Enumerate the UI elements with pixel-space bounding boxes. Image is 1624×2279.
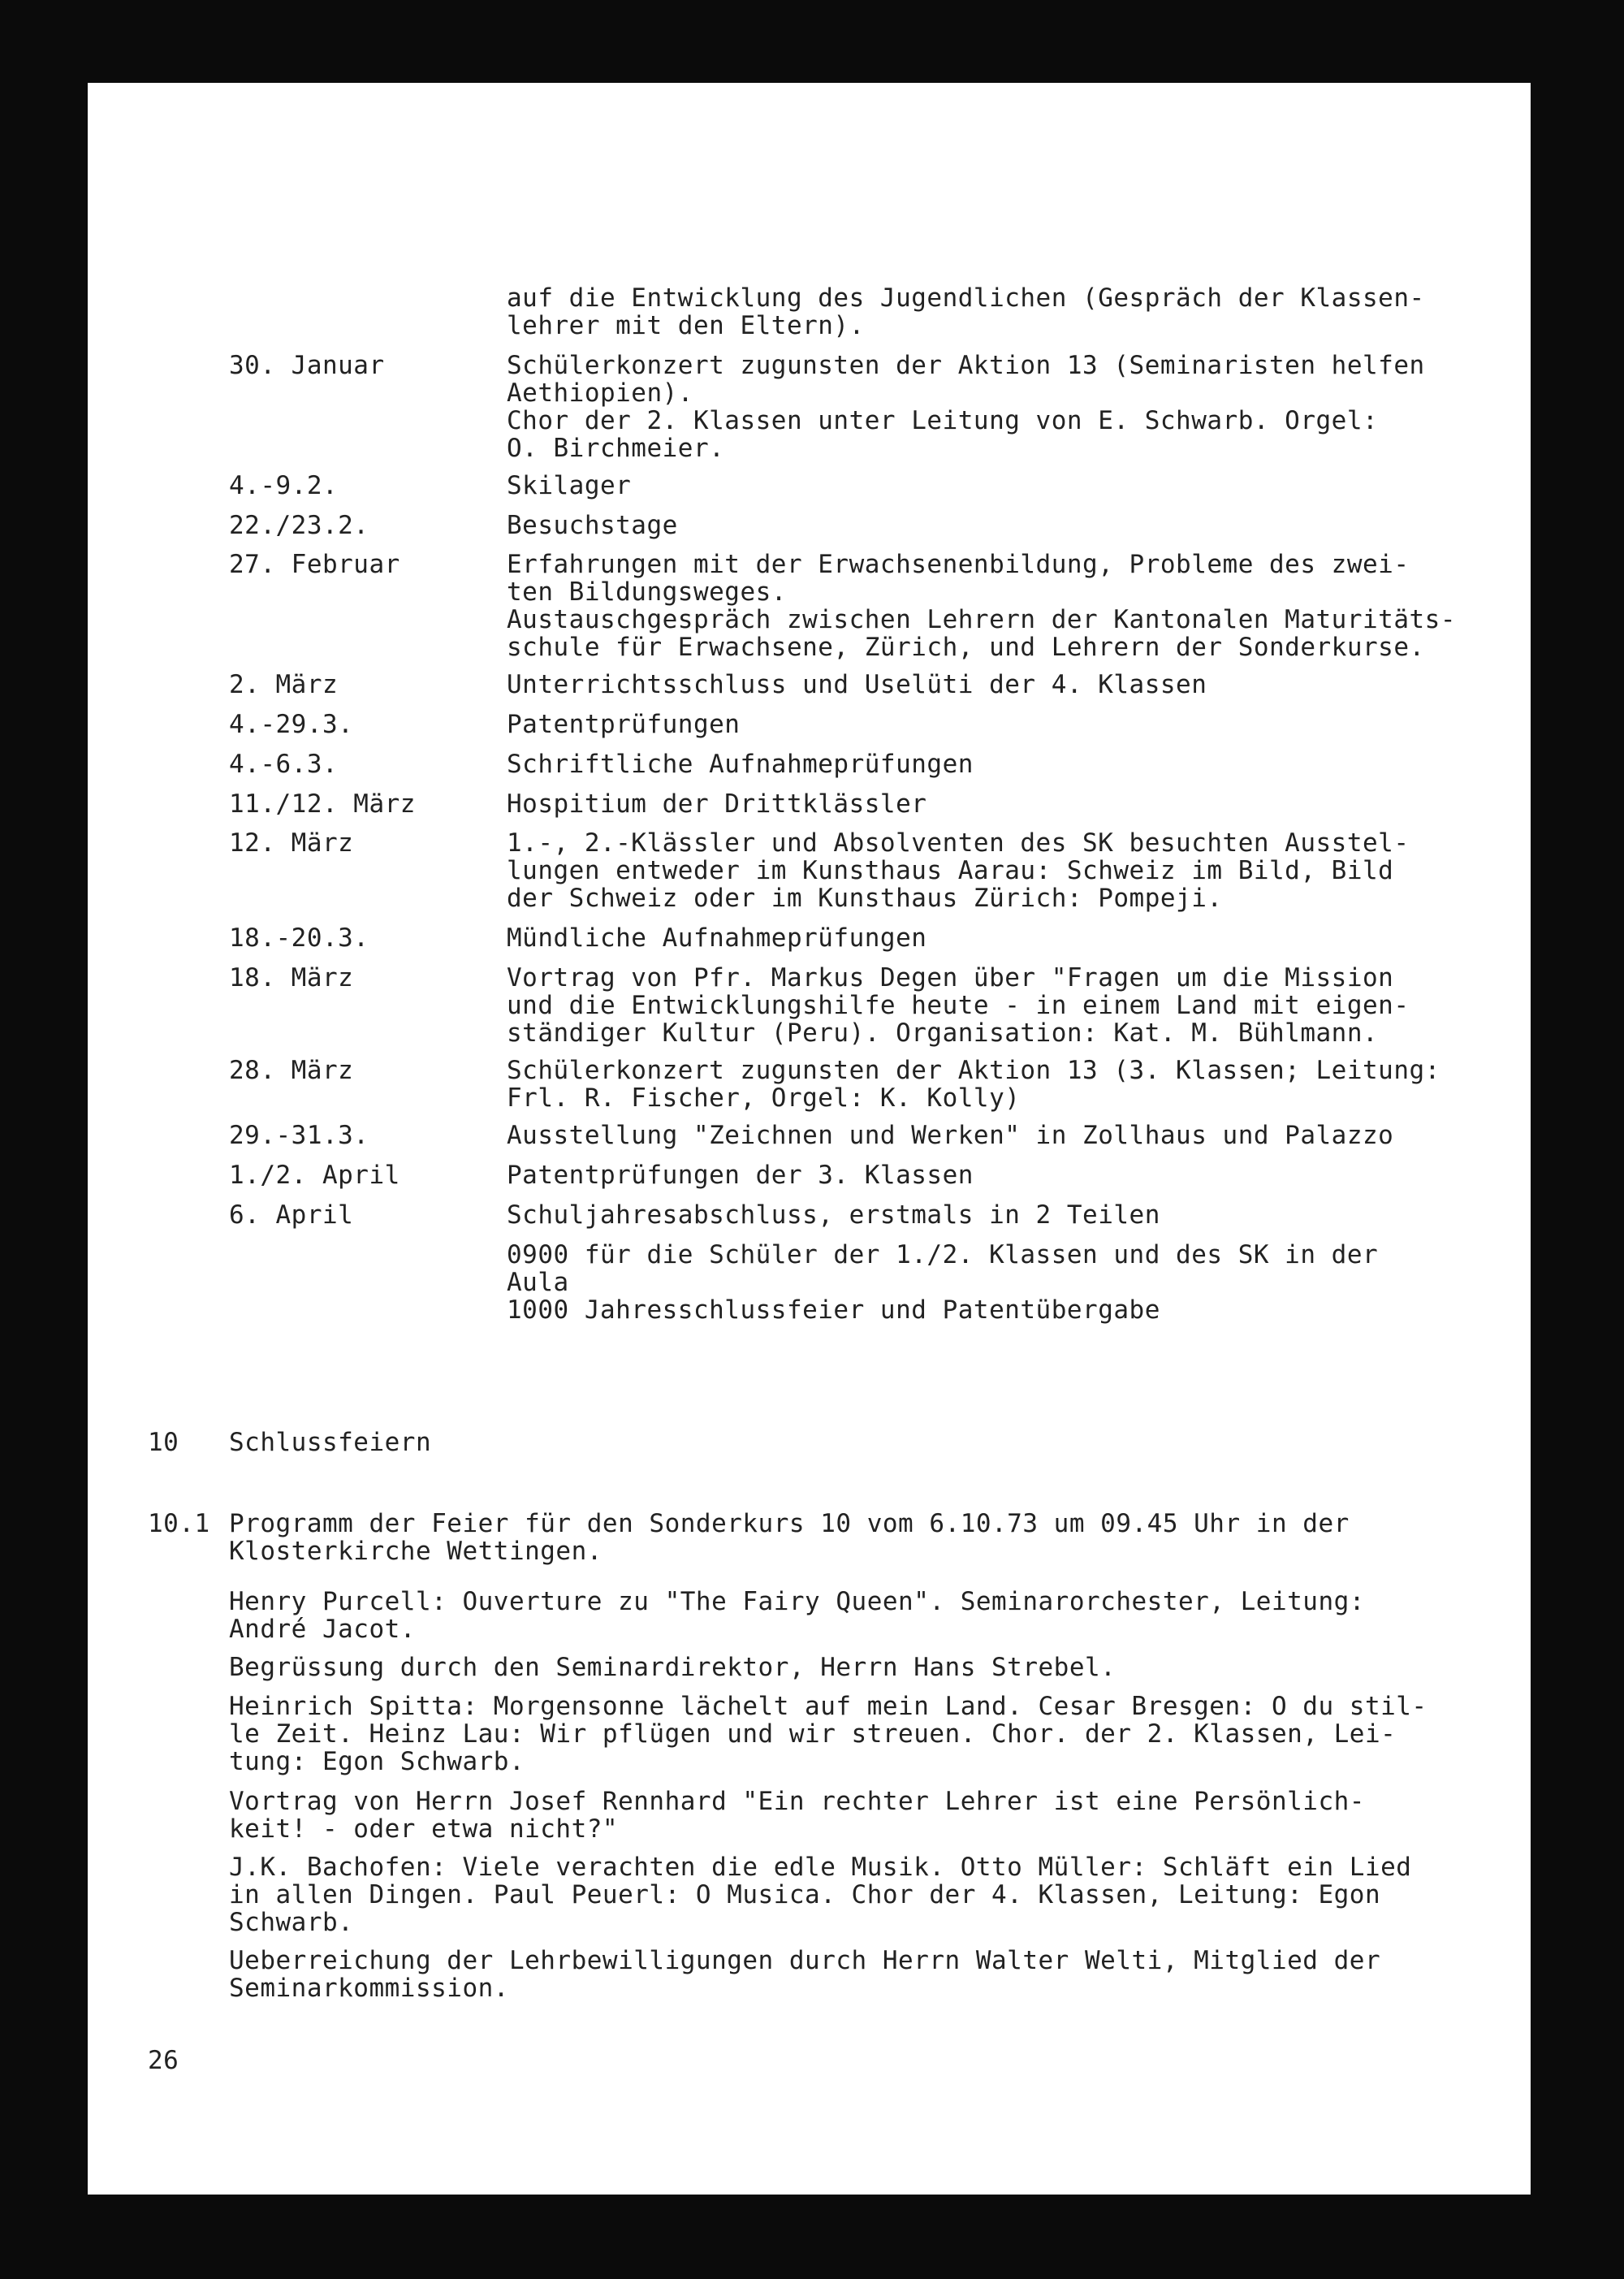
- text-line: in allen Dingen. Paul Peuerl: O Musica. Chor der 4. Klassen, Leitung: Egon: [229, 1880, 1381, 1909]
- text-line: schule für Erwachsene, Zürich, und Lehrern der Sonderkurse.: [507, 633, 1425, 662]
- text-line: tung: Egon Schwarb.: [229, 1747, 525, 1776]
- schedule-text: [507, 472, 631, 499]
- program-item: [229, 1947, 1380, 2002]
- text-line: le Zeit. Heinz Lau: Wir pflügen und wir streuen. Chor. der 2. Klassen, Lei-: [229, 1719, 1397, 1749]
- program-item: [229, 1654, 1116, 1681]
- text-line: Chor der 2. Klassen unter Leitung von E. Schwarb. Orgel:: [507, 406, 1379, 435]
- text-line: Begrüssung durch den Seminardirektor, Herrn Hans Strebel.: [229, 1653, 1116, 1682]
- schedule-text: [507, 711, 740, 738]
- text-line: Schülerkonzert zugunsten der Aktion 13 (3. Klassen; Leitung:: [507, 1056, 1440, 1085]
- schedule-date: 28. März: [229, 1056, 354, 1085]
- text-line: Erfahrungen mit der Erwachsenenbildung, Probleme des zwei-: [507, 550, 1410, 579]
- text-line: 0900 für die Schüler der 1./2. Klassen und des SK in der: [507, 1240, 1379, 1269]
- text-line: Vortrag von Pfr. Markus Degen über "Fragen um die Mission: [507, 963, 1394, 992]
- text-line: Frl. R. Fischer, Orgel: K. Kolly): [507, 1083, 1021, 1113]
- text-line: 1000 Jahresschlussfeier und Patentübergabe: [507, 1295, 1160, 1325]
- schedule-text: [507, 750, 974, 778]
- schedule-text: [507, 1241, 1378, 1324]
- text-line: der Schweiz oder im Kunsthaus Zürich: Pompeji.: [507, 884, 1223, 913]
- text-line: O. Birchmeier.: [507, 434, 725, 463]
- text-line: ständiger Kultur (Peru). Organisation: Kat. M. Bühlmann.: [507, 1018, 1379, 1048]
- program-item: [229, 1588, 1365, 1643]
- schedule-text: [507, 964, 1410, 1047]
- text-line: Mündliche Aufnahmeprüfungen: [507, 923, 927, 953]
- text-line: Schuljahresabschluss, erstmals in 2 Teilen: [507, 1200, 1160, 1230]
- schedule-text: [507, 284, 1425, 339]
- schedule-text: [507, 671, 1207, 698]
- section-title: Schlussfeiern: [229, 1428, 432, 1457]
- schedule-date: 29.-31.3.: [229, 1121, 369, 1150]
- schedule-date: 6. April: [229, 1200, 354, 1230]
- text-line: Seminarkommission.: [229, 1974, 509, 2003]
- text-line: Schriftliche Aufnahmeprüfungen: [507, 750, 974, 779]
- text-line: Klosterkirche Wettingen.: [229, 1537, 603, 1566]
- text-line: lehrer mit den Eltern).: [507, 311, 865, 340]
- program-item: [229, 1693, 1427, 1775]
- text-line: Aethiopien).: [507, 378, 693, 408]
- text-line: Heinrich Spitta: Morgensonne lächelt auf mein Land. Cesar Bresgen: O du stil-: [229, 1692, 1427, 1721]
- schedule-date: 1./2. April: [229, 1161, 400, 1190]
- text-line: Besuchstage: [507, 511, 678, 540]
- schedule-text: [507, 1201, 1160, 1229]
- text-line: Skilager: [507, 471, 632, 500]
- text-line: keit! - oder etwa nicht?": [229, 1814, 619, 1844]
- schedule-text: [507, 829, 1410, 912]
- text-line: Henry Purcell: Ouverture zu "The Fairy Queen". Seminarorchester, Leitung:: [229, 1587, 1365, 1616]
- page-number: 26: [148, 2046, 179, 2075]
- text-line: lungen entweder im Kunsthaus Aarau: Schweiz im Bild, Bild: [507, 856, 1394, 885]
- text-line: Ausstellung "Zeichnen und Werken" in Zollhaus und Palazzo: [507, 1121, 1394, 1150]
- schedule-text: [507, 790, 926, 818]
- text-line: ten Bildungsweges.: [507, 577, 787, 607]
- text-line: Patentprüfungen der 3. Klassen: [507, 1161, 974, 1190]
- text-line: 1.-, 2.-Klässler und Absolventen des SK besuchten Ausstel-: [507, 828, 1410, 858]
- text-line: Hospitium der Drittklässler: [507, 789, 927, 819]
- subsection-text: [229, 1510, 1350, 1565]
- schedule-text: [507, 512, 678, 539]
- schedule-date: 12. März: [229, 828, 354, 858]
- schedule-date: 30. Januar: [229, 351, 385, 380]
- schedule-date: 22./23.2.: [229, 511, 369, 540]
- text-line: auf die Entwicklung des Jugendlichen (Gespräch der Klassen-: [507, 283, 1425, 313]
- schedule-date: 2. März: [229, 670, 339, 699]
- text-line: Schülerkonzert zugunsten der Aktion 13 (Seminaristen helfen: [507, 351, 1425, 380]
- text-line: Unterrichtsschluss und Uselüti der 4. Klassen: [507, 670, 1207, 699]
- schedule-date: 18.-20.3.: [229, 923, 369, 953]
- program-item: [229, 1853, 1411, 1936]
- schedule-date: 4.-29.3.: [229, 710, 354, 739]
- schedule-text: [507, 1057, 1440, 1112]
- schedule-date: 18. März: [229, 963, 354, 992]
- schedule-text: [507, 924, 926, 952]
- schedule-date: 27. Februar: [229, 550, 400, 579]
- text-line: J.K. Bachofen: Viele verachten die edle Musik. Otto Müller: Schläft ein Lied: [229, 1853, 1412, 1882]
- text-line: und die Entwicklungshilfe heute - in einem Land mit eigen-: [507, 991, 1410, 1020]
- text-line: Schwarb.: [229, 1908, 354, 1937]
- text-line: Aula: [507, 1268, 569, 1297]
- text-line: Ueberreichung der Lehrbewilligungen durch Herrn Walter Welti, Mitglied der: [229, 1946, 1381, 1975]
- text-line: Patentprüfungen: [507, 710, 741, 739]
- schedule-date: 4.-6.3.: [229, 750, 339, 779]
- schedule-text: [507, 1161, 974, 1189]
- text-line: Programm der Feier für den Sonderkurs 10 vom 6.10.73 um 09.45 Uhr in der: [229, 1509, 1350, 1538]
- schedule-text: [507, 551, 1456, 661]
- schedule-date: 4.-9.2.: [229, 471, 339, 500]
- section-number: 10: [148, 1428, 179, 1457]
- schedule-date: 11./12. März: [229, 789, 416, 819]
- program-item: [229, 1788, 1365, 1843]
- text-line: André Jacot.: [229, 1615, 416, 1644]
- text-line: Vortrag von Herrn Josef Rennhard "Ein rechter Lehrer ist eine Persönlich-: [229, 1787, 1365, 1816]
- subsection-number: 10.1: [148, 1509, 210, 1538]
- schedule-text: [507, 352, 1425, 462]
- text-line: Austauschgespräch zwischen Lehrern der Kantonalen Maturitäts-: [507, 605, 1456, 634]
- schedule-text: [507, 1122, 1393, 1149]
